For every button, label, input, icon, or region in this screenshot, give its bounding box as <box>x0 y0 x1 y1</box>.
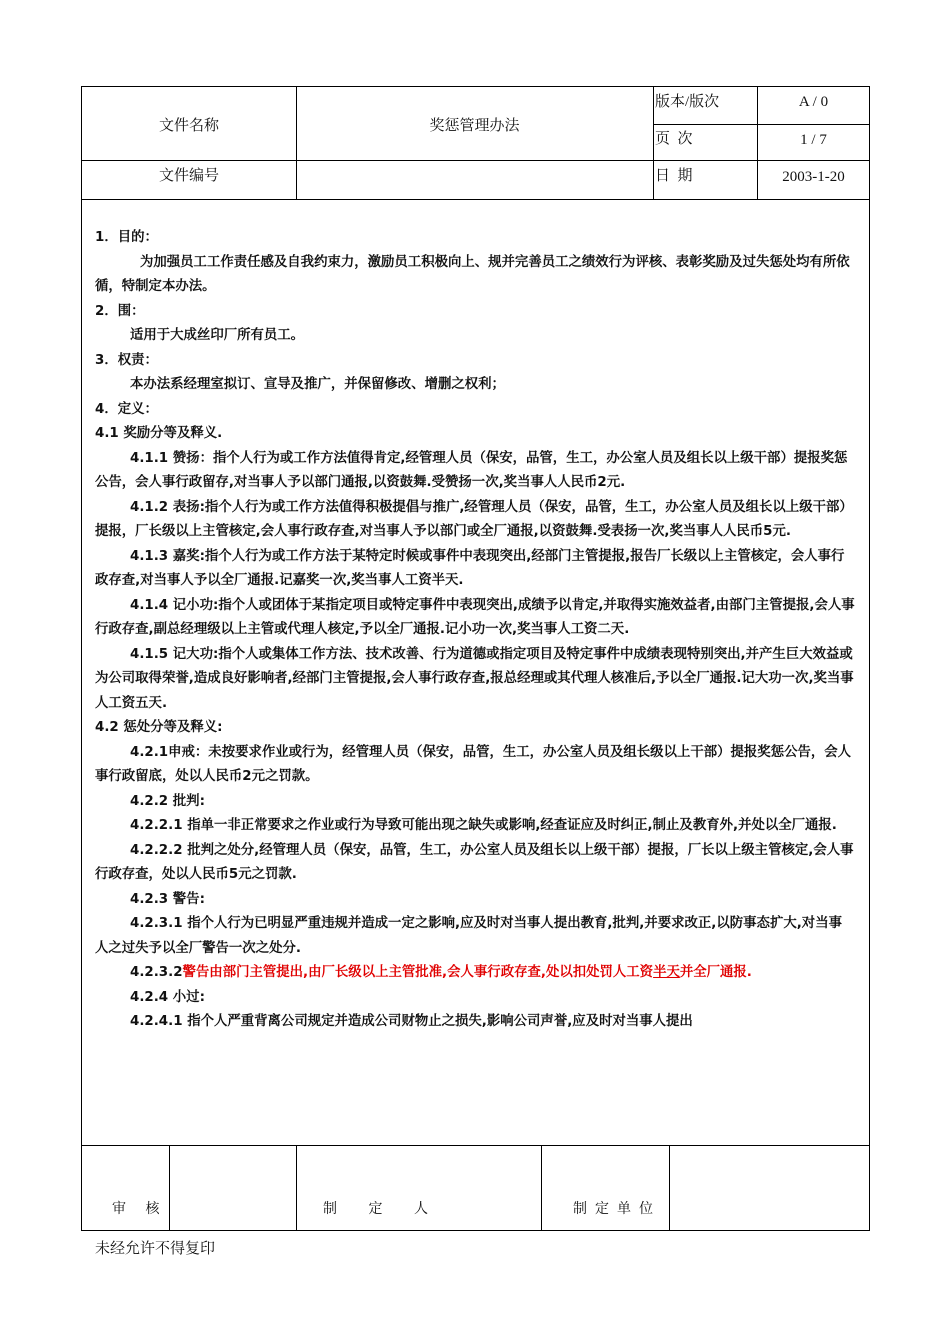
clause-4-2-2-2: 4.2.2.2 批判之处分,经管理人员（保安，品管，生工，办公室人员及组长以上级干部）提报，厂长以上级主管核定,会人事行政存查，处以人民币5元之罚款. <box>95 842 854 882</box>
clause-4-1-3: 4.1.3 嘉奖:指个人行为或工作方法于某特定时候或事件中表现突出,经部门主管提报,报告厂长级以上主管核定，会人事行政存查,对当事人予以全厂通报.记嘉奖一次,奖当事人工资半天. <box>95 548 845 588</box>
section-3-text: 本办法系经理室拟订、宣导及推广，并保留修改、增删之权利； <box>130 377 505 392</box>
section-3-title: 3．权责： <box>95 352 158 368</box>
clause-4-2-4-title: 4.2.4 小过: <box>130 989 205 1005</box>
version-value: A / 0 <box>798 94 829 110</box>
version-label: 版本/版次 <box>655 94 720 110</box>
clause-4-1-4: 4.1.4 记小功:指个人或团体于某指定项目或特定事件中表现突出,成绩予以肯定,并取得实施效益者,由部门主管提报,会人事行政存查,副总经理级以上主管或代理人核定,予以全厂通报.记小功一次,奖当事人工资二天. <box>95 597 855 637</box>
clause-4-2-3-title: 4.2.3 警告: <box>130 891 205 907</box>
highlighted-text: 警告由部门主管提出,由厂长级以上主管批准,会人事行政存查,处以扣处罚人工资 <box>182 965 654 980</box>
divider <box>653 124 870 125</box>
file-name-value: 奖惩管理办法 <box>429 118 520 134</box>
review-label: 审 核 <box>112 1202 168 1217</box>
copy-notice: 未经允许不得复印 <box>95 1241 216 1257</box>
clause-4-2-2-title: 4.2.2 批判: <box>130 793 205 809</box>
date-value: 2003-1-20 <box>782 169 845 185</box>
divider <box>82 1145 869 1146</box>
date-label: 日 期 <box>655 168 693 184</box>
file-name-label: 文件名称 <box>158 118 219 134</box>
clause-4-2-1: 4.2.1申戒：未按要求作业或行为，经管理人员（保安，品管，生工，办公室人员及组长级以上干部）提报奖惩公告，会人事行政留底，处以人民币2元之罚款。 <box>95 744 852 784</box>
document-body <box>95 226 855 1035</box>
clause-4-2-3-2 <box>95 961 855 986</box>
clause-4-2-3-1: 4.2.3.1 指个人行为已明显严重违规并造成一定之影响,应及时对当事人提出教育,批判,并要求改正,以防事态扩大,对当事人之过失予以全厂警告一次之处分. <box>95 916 842 956</box>
section-4-1-title: 4.1 奖励分等及释义. <box>95 426 223 441</box>
divider <box>541 1145 542 1231</box>
clause-4-1-5: 4.1.5 记大功:指个人或集体工作方法、技术改善、行为道德或指定项目及特定事件中成绩表现特别突出,并产生巨大效益或为公司取得荣誉,造成良好影响者,经部门主管提报,会人事行政存查,报总经理或其代理人核准后,予以全厂通报.记大功一次,奖当事人工资五天. <box>95 646 854 711</box>
unit-label: 制定单位 <box>573 1202 661 1217</box>
maker-label: 制 定 人 <box>323 1202 442 1217</box>
divider <box>669 1145 670 1231</box>
section-2-text: 适用于大成丝印厂所有员工。 <box>130 328 305 343</box>
clause-4-2-2-1: 4.2.2.1 指单一非正常要求之作业或行为导致可能出现之缺失或影响,经查证应及时纠正,制止及教育外,并处以全厂通报. <box>130 818 837 833</box>
divider <box>296 87 297 199</box>
page-label: 页 次 <box>655 131 693 147</box>
clause-4-2-4-1: 4.2.4.1 指个人严重背离公司规定并造成公司财物止之损失,影响公司声誉,应及时对当事人提出 <box>130 1014 693 1029</box>
divider <box>169 1145 170 1231</box>
divider <box>82 199 869 200</box>
section-4-2-title: 4.2 惩处分等及释义: <box>95 720 223 735</box>
section-1-text: 为加强员工工作责任感及自我约束力，激励员工积极向上、规并完善员工之绩效行为评核、表彰奖励及过失惩处均有所依循，特制定本办法。 <box>95 254 850 294</box>
divider <box>296 1145 297 1231</box>
clause-4-1-2: 4.1.2 表扬:指个人行为或工作方法值得积极提倡与推广,经管理人员（保安，品管，生工，办公室人员及组长以上级干部）提报，厂长级以上主管核定,会人事行政存查,对当事人予以部门或全厂通报,以资鼓舞.受表扬一次,奖当事人人民币5元. <box>95 499 853 539</box>
section-1-title: 1．目的： <box>95 230 158 245</box>
section-4-title: 4．定义： <box>95 401 158 417</box>
section-2-title: 2．围： <box>95 303 145 319</box>
clause-number: 4.2.3.2 <box>130 965 183 980</box>
clause-4-1-1: 4.1.1 赞扬：指个人行为或工作方法值得肯定,经管理人员（保安，品管，生工，办公室人员及组长以上级干部）提报奖惩公告，会人事行政留存,对当事人予以部门通报,以资鼓舞.受赞扬一次,奖当事人人民币2元. <box>95 450 848 490</box>
highlighted-text: 并全厂通报. <box>679 965 752 980</box>
underlined-text: 半天 <box>653 965 680 980</box>
file-number-label: 文件编号 <box>158 168 219 184</box>
divider <box>82 160 869 161</box>
page-value: 1 / 7 <box>800 132 827 148</box>
